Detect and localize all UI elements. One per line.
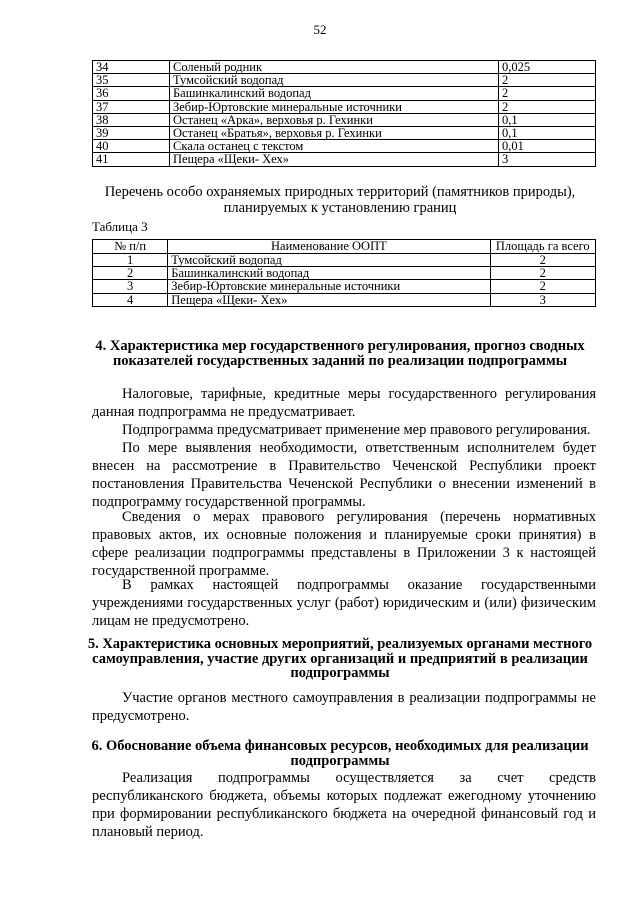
row-value: 3	[499, 153, 596, 166]
section-6-heading: 6. Обоснование объема финансовых ресурсов, необходимых для реализации подпрограммы	[91, 738, 589, 769]
row-name: Останец «Арка», верховья р. Гехинки	[170, 113, 499, 126]
table-row	[93, 74, 596, 87]
section-5-paragraph-1: Участие органов местного самоуправления в реализации подпрограммы не предусмотрено.	[92, 690, 596, 724]
row-number: 40	[93, 140, 170, 153]
row-number: 37	[93, 100, 170, 113]
row-number: 38	[93, 113, 170, 126]
row-value: 2	[499, 74, 596, 87]
table-row	[93, 140, 596, 153]
section-6-paragraph-1: Реализация подпрограммы осуществляется за счет средств республиканского бюджета, объемы которых подлежат ежегодному уточнению при формировании республиканского бюджета на очередной финансовый год и плановый период.	[92, 770, 596, 840]
row-area: 2	[490, 254, 596, 267]
row-number: 36	[93, 87, 170, 100]
header-name: Наименование ООПТ	[168, 240, 490, 254]
row-number: 1	[93, 254, 168, 267]
row-value: 0,1	[499, 127, 596, 140]
row-number: 39	[93, 127, 170, 140]
row-value: 0,1	[499, 113, 596, 126]
table-label: Таблица 3	[92, 219, 148, 234]
row-number: 35	[93, 74, 170, 87]
row-name: Пещера «Щеки- Хех»	[168, 293, 490, 306]
table-row	[93, 61, 596, 74]
row-number: 2	[93, 267, 168, 280]
table-row	[93, 153, 596, 166]
row-name: Останец «Братья», верховья р. Гехинки	[170, 127, 499, 140]
table-row	[93, 280, 596, 293]
row-name: Тумсойский водопад	[170, 74, 499, 87]
row-number: 34	[93, 61, 170, 74]
row-name: Тумсойский водопад	[168, 254, 490, 267]
page-number: 52	[313, 22, 327, 37]
header-area: Площадь га всего	[490, 240, 596, 254]
row-value: 0,025	[499, 61, 596, 74]
row-name: Башинкалинский водопад	[170, 87, 499, 100]
planned-areas-table	[92, 239, 596, 307]
row-value: 2	[499, 87, 596, 100]
row-area: 3	[490, 293, 596, 306]
table-row	[93, 100, 596, 113]
row-name: Зебир-Юртовские минеральные источники	[170, 100, 499, 113]
section-4-paragraph-5: В рамках настоящей подпрограммы оказание государственными учреждениями государственных услуг (работ) юридическим и (или) физическим лицам не предусмотрено.	[92, 577, 596, 629]
table-header-row	[93, 240, 596, 254]
row-name: Башинкалинский водопад	[168, 267, 490, 280]
table-row	[93, 113, 596, 126]
row-area: 2	[490, 267, 596, 280]
table-row	[93, 127, 596, 140]
protected-areas-table-continued	[92, 60, 596, 167]
section-4-paragraph-3: По мере выявления необходимости, ответственным исполнителем будет внесен на рассмотрение в Правительство Чеченской Республики проект постановления Правительства Чеченской Республики о внесении изменений в подпрограмму государственной программы.	[92, 440, 596, 510]
table-row	[93, 87, 596, 100]
row-name: Зебир-Юртовские минеральные источники	[168, 280, 490, 293]
section-4-paragraph-1: Налоговые, тарифные, кредитные меры государственного регулирования данная подпрограмма не предусматривает.	[92, 386, 596, 420]
row-value: 0,01	[499, 140, 596, 153]
header-num: № п/п	[93, 240, 168, 254]
table-row	[93, 267, 596, 280]
section-4-heading: 4. Характеристика мер государственного регулирования, прогноз сводных показателей государственных заданий по реализации подпрограммы	[95, 338, 585, 369]
section-5-heading: 5. Характеристика основных мероприятий, реализуемых органами местного самоуправления, участие других организаций и предприятий в реализации подпрограммы	[87, 636, 593, 681]
row-number: 3	[93, 280, 168, 293]
row-value: 2	[499, 100, 596, 113]
row-name: Скала останец с текстом	[170, 140, 499, 153]
row-number: 41	[93, 153, 170, 166]
table-row	[93, 293, 596, 306]
row-number: 4	[93, 293, 168, 306]
row-name: Пещера «Щеки- Хех»	[170, 153, 499, 166]
row-area: 2	[490, 280, 596, 293]
table-row	[93, 254, 596, 267]
section-4-paragraph-4: Сведения о мерах правового регулирования (перечень нормативных правовых актов, их основные положения и планируемые сроки принятия) в сфере реализации подпрограммы представлены в Приложении 3 к настоящей государственной программе.	[92, 509, 596, 579]
list-subtitle: Перечень особо охраняемых природных территорий (памятников природы), планируемых к установлению границ	[104, 184, 576, 216]
section-4-paragraph-2: Подпрограмма предусматривает применение мер правового регулирования.	[122, 422, 591, 438]
row-name: Соленый родник	[170, 61, 499, 74]
